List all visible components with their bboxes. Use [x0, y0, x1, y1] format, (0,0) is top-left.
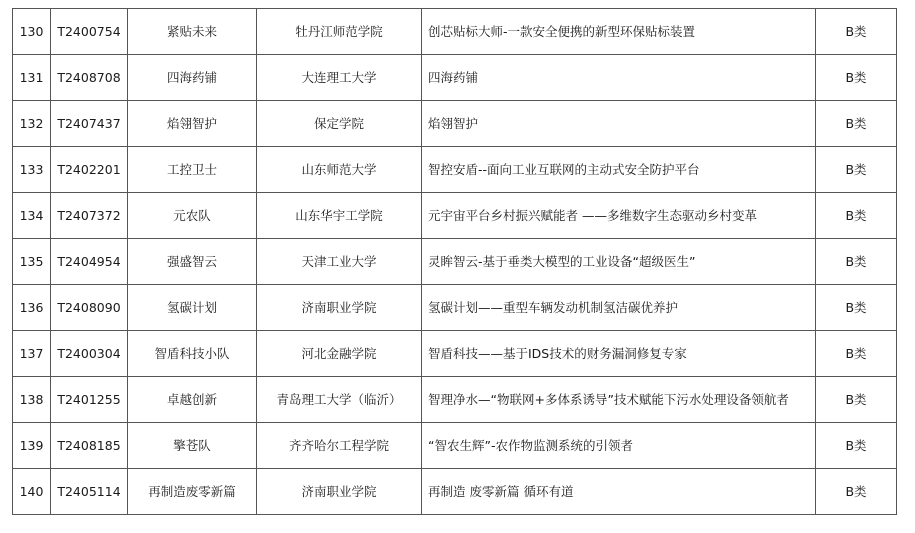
cell-category: B类: [816, 239, 897, 285]
table-row: [13, 423, 897, 469]
cell-project-name: 智理净水—“物联网+多体系诱导”技术赋能下污水处理设备领航者: [422, 377, 816, 423]
results-table-container: [12, 8, 897, 515]
cell-number: 131: [13, 55, 51, 101]
cell-team-name: 元农队: [128, 193, 257, 239]
cell-project-name: 创芯贴标大师-一款安全便携的新型环保贴标装置: [422, 9, 816, 55]
cell-school: 河北金融学院: [257, 331, 422, 377]
cell-category: B类: [816, 285, 897, 331]
cell-school: 大连理工大学: [257, 55, 422, 101]
cell-project-id: T2407372: [51, 193, 128, 239]
table-row: [13, 101, 897, 147]
cell-project-id: T2404954: [51, 239, 128, 285]
cell-team-name: 再制造废零新篇: [128, 469, 257, 515]
cell-team-name: 四海药铺: [128, 55, 257, 101]
cell-project-name: 四海药铺: [422, 55, 816, 101]
cell-project-name: 元宇宙平台乡村振兴赋能者 ——多维数字生态驱动乡村变革: [422, 193, 816, 239]
table-row: [13, 147, 897, 193]
cell-project-id: T2405114: [51, 469, 128, 515]
cell-school: 青岛理工大学（临沂）: [257, 377, 422, 423]
cell-number: 133: [13, 147, 51, 193]
cell-school: 保定学院: [257, 101, 422, 147]
table-row: [13, 331, 897, 377]
cell-category: B类: [816, 55, 897, 101]
cell-number: 134: [13, 193, 51, 239]
cell-school: 天津工业大学: [257, 239, 422, 285]
cell-project-name: 灵眸智云-基于垂类大模型的工业设备“超级医生”: [422, 239, 816, 285]
cell-project-id: T2408708: [51, 55, 128, 101]
table-row: [13, 469, 897, 515]
cell-project-name: 氢碳计划——重型车辆发动机制氢洁碳优养护: [422, 285, 816, 331]
cell-school: 牡丹江师范学院: [257, 9, 422, 55]
cell-number: 136: [13, 285, 51, 331]
cell-number: 138: [13, 377, 51, 423]
table-row: [13, 55, 897, 101]
cell-school: 齐齐哈尔工程学院: [257, 423, 422, 469]
cell-school: 山东华宇工学院: [257, 193, 422, 239]
cell-category: B类: [816, 193, 897, 239]
cell-category: B类: [816, 423, 897, 469]
table-row: [13, 285, 897, 331]
table-row: [13, 193, 897, 239]
cell-number: 132: [13, 101, 51, 147]
cell-number: 139: [13, 423, 51, 469]
cell-school: 山东师范大学: [257, 147, 422, 193]
cell-project-id: T2408185: [51, 423, 128, 469]
cell-school: 济南职业学院: [257, 285, 422, 331]
cell-category: B类: [816, 331, 897, 377]
cell-category: B类: [816, 147, 897, 193]
cell-project-name: “智农生辉”-农作物监测系统的引领者: [422, 423, 816, 469]
cell-number: 137: [13, 331, 51, 377]
cell-team-name: 氢碳计划: [128, 285, 257, 331]
cell-team-name: 工控卫士: [128, 147, 257, 193]
cell-team-name: 紧贴未来: [128, 9, 257, 55]
cell-project-id: T2400754: [51, 9, 128, 55]
cell-team-name: 卓越创新: [128, 377, 257, 423]
cell-team-name: 焰翎智护: [128, 101, 257, 147]
cell-category: B类: [816, 101, 897, 147]
cell-team-name: 智盾科技小队: [128, 331, 257, 377]
cell-number: 130: [13, 9, 51, 55]
cell-project-id: T2407437: [51, 101, 128, 147]
table-row: [13, 239, 897, 285]
table-row: [13, 9, 897, 55]
cell-school: 济南职业学院: [257, 469, 422, 515]
cell-project-name: 智控安盾--面向工业互联网的主动式安全防护平台: [422, 147, 816, 193]
cell-project-id: T2402201: [51, 147, 128, 193]
table-row: [13, 377, 897, 423]
cell-team-name: 强盛智云: [128, 239, 257, 285]
cell-category: B类: [816, 377, 897, 423]
cell-project-id: T2408090: [51, 285, 128, 331]
cell-project-name: 再制造 废零新篇 循环有道: [422, 469, 816, 515]
cell-project-id: T2401255: [51, 377, 128, 423]
cell-project-id: T2400304: [51, 331, 128, 377]
cell-number: 140: [13, 469, 51, 515]
cell-category: B类: [816, 469, 897, 515]
cell-category: B类: [816, 9, 897, 55]
results-table: [12, 8, 897, 515]
cell-project-name: 焰翎智护: [422, 101, 816, 147]
cell-number: 135: [13, 239, 51, 285]
cell-project-name: 智盾科技——基于IDS技术的财务漏洞修复专家: [422, 331, 816, 377]
results-table-body: [13, 9, 897, 515]
cell-team-name: 擎苍队: [128, 423, 257, 469]
